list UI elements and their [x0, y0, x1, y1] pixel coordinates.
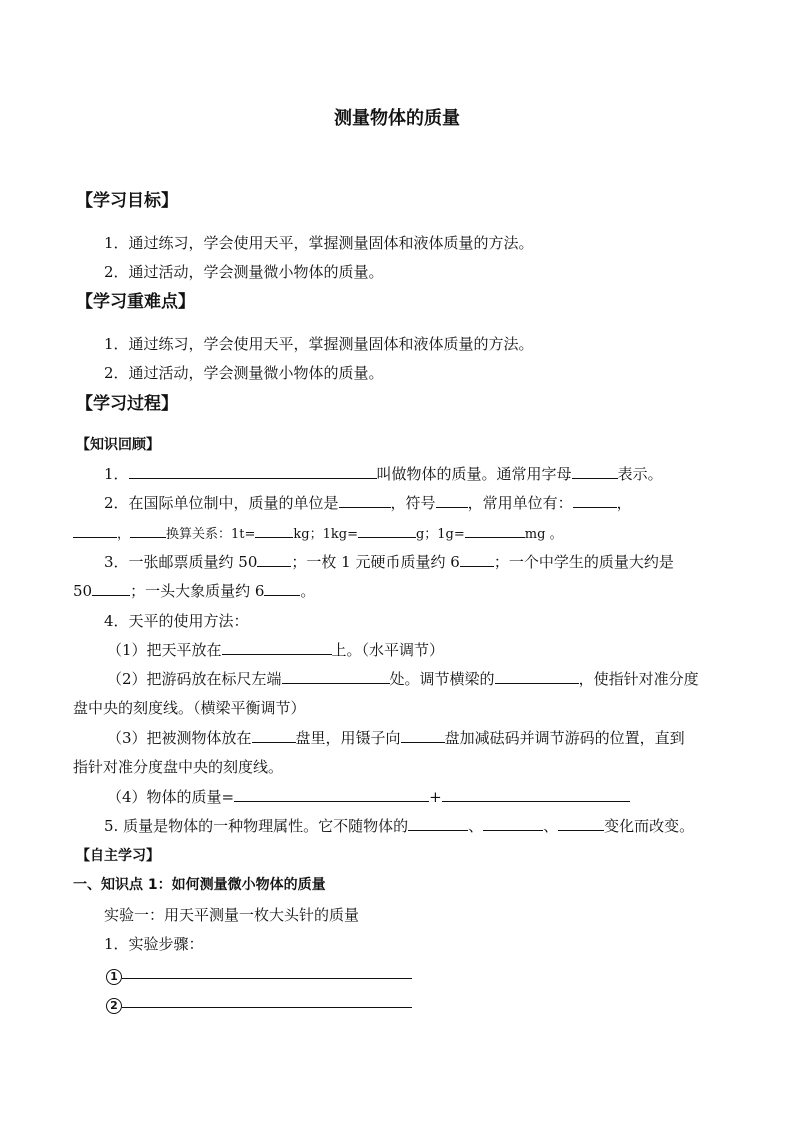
q2-blank-t-kg[interactable]	[255, 523, 293, 538]
q4-step-1	[107, 640, 444, 660]
q1-number: 1．	[104, 465, 129, 483]
q5-text-d: 变化而改变。	[604, 817, 695, 835]
q4-step-3-line2: 指针对准分度盘中央的刻度线。	[73, 758, 284, 776]
q4-s1-blank[interactable]	[222, 640, 332, 655]
step-line-1	[106, 964, 412, 985]
q1-text-b: 表示。	[617, 465, 663, 483]
review-q3-line1	[104, 552, 674, 572]
process-heading: 【学习过程】	[76, 394, 178, 414]
keypoints-heading: 【学习重难点】	[76, 292, 195, 312]
review-heading: 【知识回顾】	[76, 437, 160, 453]
q5-blank-2[interactable]	[483, 816, 543, 831]
q1-blank-definition[interactable]	[129, 464, 377, 479]
step-2-number-icon: 2	[106, 998, 122, 1014]
q2-text-e: ，	[117, 527, 131, 542]
q4-s1-text-a: （1）把天平放在	[107, 641, 222, 659]
q4-s1-text-b: 上。（水平调节）	[331, 641, 445, 659]
page-title: 测量物体的质量	[334, 108, 460, 129]
q3-blank-stamp[interactable]	[257, 552, 291, 567]
q4-step-2-line2: 盘中央的刻度线。（横梁平衡调节）	[73, 699, 306, 717]
q2-text-h: g；1g=	[415, 527, 465, 542]
review-q4-title: 4．天平的使用方法：	[104, 612, 249, 630]
q5-blank-1[interactable]	[408, 816, 468, 831]
step-1-number-icon: 1	[106, 969, 122, 985]
step-1-blank[interactable]	[122, 964, 412, 979]
q3-text-d: 50	[73, 582, 93, 600]
q4-s3-text-c: 盘加减砝码并调节游码的位置，直到	[444, 729, 685, 747]
q3-blank-coin[interactable]	[460, 552, 494, 567]
q4-s3-blank-pan-2[interactable]	[401, 728, 445, 743]
q2-blank-common-unit-1[interactable]	[573, 493, 617, 508]
q4-step-3-line1	[107, 728, 685, 748]
q2-blank-kg-g[interactable]	[358, 523, 416, 538]
experiment-title: 实验一：用天平测量一枚大头针的质量	[104, 906, 360, 924]
step-2-blank[interactable]	[122, 993, 412, 1008]
q4-s4-text-a: （4）物体的质量=	[107, 788, 235, 806]
step-line-2	[106, 993, 412, 1014]
q2-blank-common-unit-3[interactable]	[130, 523, 166, 538]
q5-blank-3[interactable]	[558, 816, 604, 831]
objective-item-2: 2．通过活动，学会测量微小物体的质量。	[104, 263, 384, 281]
q1-text-a: 叫做物体的质量。通常用字母	[376, 465, 572, 483]
q3-text-a: 3．一张邮票质量约 50	[104, 553, 258, 571]
q3-text-c: ；一个中学生的质量大约是	[493, 553, 674, 571]
steps-label: 1．实验步骤：	[104, 935, 204, 953]
q4-step-2-line1	[107, 669, 699, 689]
objective-item-1: 1．通过练习，学会使用天平，掌握测量固体和液体质量的方法。	[104, 234, 534, 252]
q4-s2-blank-position[interactable]	[282, 669, 390, 684]
review-q2-line1	[104, 493, 632, 513]
review-q5	[104, 816, 694, 836]
review-q3-line2	[73, 581, 315, 601]
q4-s4-text-b: +	[429, 788, 442, 806]
q4-s2-blank-part[interactable]	[495, 669, 579, 684]
q2-text-i: mg 。	[524, 527, 563, 542]
q5-text-a: 5. 质量是物体的一种物理属性。它不随物体的	[104, 817, 409, 835]
objectives-heading: 【学习目标】	[76, 191, 178, 211]
q3-blank-elephant[interactable]	[264, 581, 300, 596]
q4-s3-text-b: 盘里，用镊子向	[295, 729, 401, 747]
q4-s3-blank-pan-1[interactable]	[252, 728, 296, 743]
self-study-heading: 【自主学习】	[76, 848, 160, 864]
q3-text-e: ；一头大象质量约 6	[130, 582, 265, 600]
q2-blank-g-mg[interactable]	[465, 523, 525, 538]
q5-text-c: 、	[543, 817, 559, 835]
q2-text-c: ，常用单位有：	[467, 494, 573, 512]
q4-s2-text-a: （2）把游码放在标尺左端	[107, 670, 282, 688]
q4-s4-blank-weights[interactable]	[234, 787, 429, 802]
review-q1	[104, 464, 663, 484]
q2-text-d: ，	[616, 494, 632, 512]
keypoint-item-1: 1．通过练习，学会使用天平，掌握测量固体和液体质量的方法。	[104, 335, 534, 353]
self-study-section: 一、知识点 1：如何测量微小物体的质量	[73, 877, 326, 893]
review-q2-line2	[73, 523, 563, 545]
q2-blank-symbol[interactable]	[436, 493, 468, 508]
q2-text-a: 2．在国际单位制中，质量的单位是	[104, 494, 339, 512]
q2-text-f: 换算关系：1t=	[166, 527, 256, 542]
q4-s2-text-b: 处。调节横梁的	[389, 670, 495, 688]
q3-text-f: 。	[300, 582, 316, 600]
q5-text-b: 、	[468, 817, 484, 835]
q2-text-b: ，符号	[390, 494, 436, 512]
q1-blank-symbol[interactable]	[572, 464, 618, 479]
keypoint-item-2: 2．通过活动，学会测量微小物体的质量。	[104, 364, 384, 382]
q2-blank-unit[interactable]	[339, 493, 391, 508]
q2-text-g: kg；1kg=	[293, 527, 358, 542]
q3-blank-student[interactable]	[92, 581, 130, 596]
q4-s3-text-a: （3）把被测物体放在	[107, 729, 252, 747]
q4-step-4	[107, 787, 630, 807]
q3-text-b: ；一枚 1 元硬币质量约 6	[291, 553, 460, 571]
q4-s4-blank-rider[interactable]	[442, 787, 630, 802]
q4-s2-text-c: ，使指针对准分度	[578, 670, 699, 688]
q2-blank-common-unit-2[interactable]	[73, 523, 117, 538]
